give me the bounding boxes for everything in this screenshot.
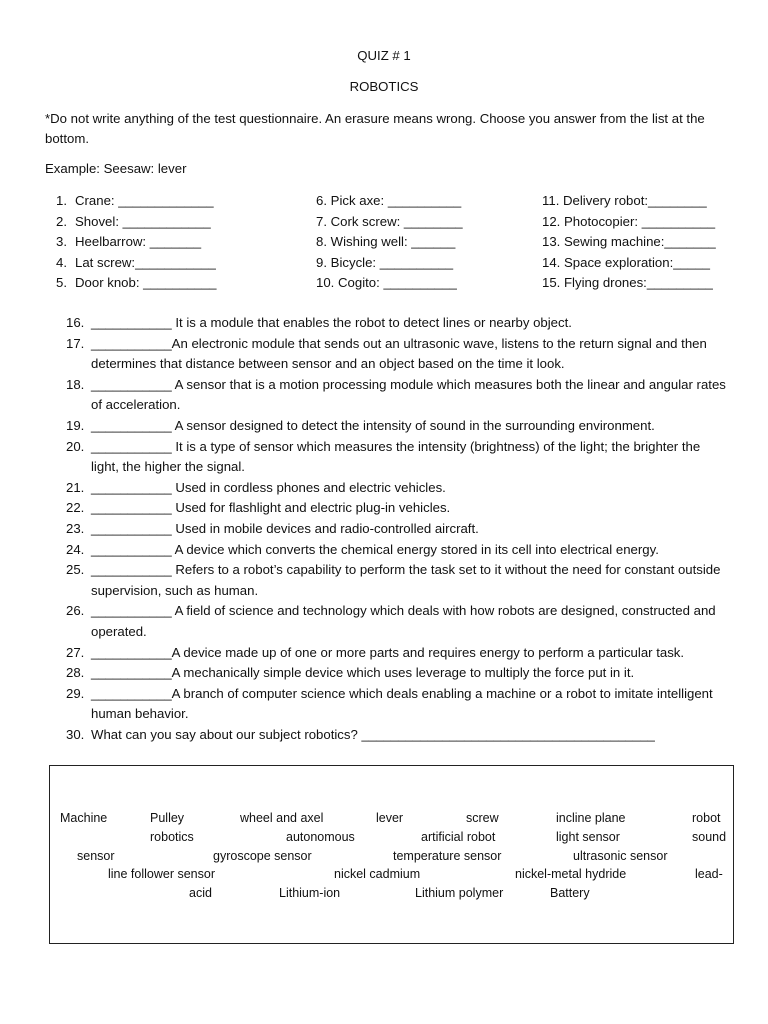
word-bank-term: Lithium polymer [415, 886, 504, 900]
matching-item: 2. Shovel: ____________ [56, 213, 211, 229]
matching-item: 12. Photocopier: __________ [542, 213, 716, 229]
word-bank-term: screw [466, 811, 499, 825]
word-bank-term: nickel cadmium [334, 867, 421, 881]
question-item: 28. ___________A mechanically simple device which uses leverage to multiply the force put in it. [66, 665, 635, 681]
word-bank-term: temperature sensor [393, 849, 502, 863]
word-bank-term: Pulley [150, 811, 185, 825]
question-item: 25. ___________ Refers to a robot’s capability to perform the task set to it without the need for constant outside supervision, such as human. [66, 562, 721, 598]
subject-title: ROBOTICS [349, 79, 419, 94]
word-bank-term: acid [189, 886, 212, 900]
question-list [66, 313, 726, 745]
question-item: 23. ___________ Used in mobile devices and radio-controlled aircraft. [66, 520, 479, 536]
example-line: Example: Seesaw: lever [45, 161, 187, 176]
matching-column-1 [45, 191, 217, 294]
question-item: 29. ___________A branch of computer science which deals enabling a machine or a robot to imitate intelligent human behavior. [66, 685, 713, 722]
matching-item: 10. Cogito: __________ [316, 275, 457, 290]
instructions: *Do not write anything of the test questionnaire. An erasure means wrong. Choose you answer from the list at the bottom. [45, 111, 705, 146]
matching-item: 15. Flying drones:_________ [542, 275, 713, 290]
matching-item: 9. Bicycle: __________ [316, 254, 454, 270]
word-bank-term: wheel and axel [240, 811, 324, 825]
word-bank-term: light sensor [556, 830, 620, 844]
quiz-title: QUIZ # 1 [357, 48, 411, 63]
matching-item: 14. Space exploration:_____ [542, 254, 710, 270]
word-bank-term: autonomous [286, 830, 355, 844]
word-bank-term: robot [692, 811, 721, 825]
question-item: 17. ___________An electronic module that sends out an ultrasonic wave, listens to the return signal and then determines that distance between sensor and an object based on the time it look. [66, 335, 707, 372]
question-item: 30. What can you say about our subject robotics? ________________________________________ [66, 726, 655, 742]
word-bank-term: sound [692, 830, 727, 844]
matching-column-3 [542, 191, 716, 294]
word-bank-term: ultrasonic sensor [573, 849, 668, 863]
word-bank-term: incline plane [556, 811, 626, 825]
question-item: 22. ___________ Used for flashlight and electric plug-in vehicles. [66, 500, 451, 516]
matching-item: 5. Door knob: __________ [56, 275, 217, 290]
question-item: 26. ___________ A field of science and technology which deals with how robots are designed, constructed and operated. [66, 603, 716, 639]
matching-item: 4. Lat screw:___________ [56, 254, 216, 270]
question-item: 20. ___________ It is a type of sensor which measures the intensity (brightness) of the light; the brighter the light, the higher the signal. [66, 438, 701, 475]
word-bank-term: lever [376, 811, 404, 825]
matching-column-2 [316, 191, 463, 294]
word-bank-term: sensor [77, 849, 115, 863]
question-item: 16. ___________ It is a module that enables the robot to detect lines or nearby object. [66, 315, 572, 330]
word-bank-term: gyroscope sensor [213, 849, 312, 863]
word-bank-term: robotics [150, 830, 194, 844]
matching-item: 11. Delivery robot:________ [542, 193, 707, 208]
matching-item: 6. Pick axe: __________ [316, 193, 462, 208]
word-bank-term: nickel-metal hydride [515, 867, 627, 881]
question-item: 18. ___________ A sensor that is a motion processing module which measures both the linear and angular rates of acceleration. [66, 376, 726, 413]
question-item: 27. ___________A device made up of one or more parts and requires energy to perform a particular task. [66, 644, 685, 660]
matching-item: 1. Crane: _____________ [56, 193, 214, 208]
question-item: 24. ___________ A device which converts the chemical energy stored in its cell into electrical energy. [66, 541, 659, 557]
word-bank-term: Battery [550, 886, 590, 900]
word-bank-term: line follower sensor [108, 867, 215, 881]
question-item: 21. ___________ Used in cordless phones and electric vehicles. [66, 479, 446, 495]
matching-item: 13. Sewing machine:_______ [542, 234, 716, 249]
word-bank-term: lead- [695, 867, 723, 881]
word-bank-term: artificial robot [421, 830, 496, 844]
word-bank-term: Machine [60, 811, 108, 825]
question-item: 19. ___________ A sensor designed to detect the intensity of sound in the surrounding environment. [66, 417, 655, 433]
matching-item: 3. Heelbarrow: _______ [56, 234, 202, 249]
matching-item: 8. Wishing well: ______ [316, 234, 456, 249]
word-bank-term: Lithium-ion [279, 886, 341, 900]
matching-item: 7. Cork screw: ________ [316, 213, 463, 229]
